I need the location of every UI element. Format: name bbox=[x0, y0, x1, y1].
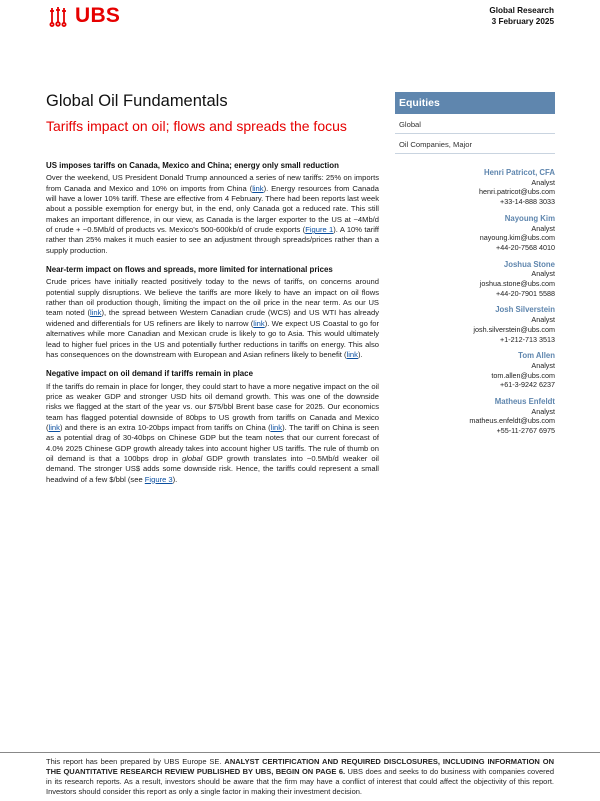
inline-link[interactable]: link bbox=[90, 308, 102, 318]
series-label: Global Research bbox=[489, 6, 554, 15]
analyst-name: Matheus Enfeldt bbox=[494, 397, 555, 407]
inline-link[interactable]: link bbox=[253, 318, 265, 328]
section-paragraph bbox=[46, 173, 379, 256]
inline-link[interactable]: Figure 1 bbox=[305, 225, 334, 235]
section-paragraph bbox=[46, 382, 379, 485]
section-paragraph bbox=[46, 277, 379, 360]
disclosure-bold: ANALYST CERTIFICATION AND REQUIRED DISCLOSURES, INCLUDING INFORMATION ON THE QUANTITATIVE RESEARCH REVIEW PUBLISHED BY UBS, BEGIN ON PAGE 6. bbox=[46, 757, 554, 776]
disclosure-text bbox=[46, 757, 554, 797]
inline-link[interactable]: link bbox=[270, 422, 283, 432]
analyst-phone: +61-3-9242 6237 bbox=[500, 380, 555, 390]
analyst-phone: +33-14-888 3033 bbox=[500, 197, 555, 207]
analyst-role: Analyst bbox=[531, 315, 555, 325]
main-body bbox=[46, 161, 379, 494]
disclosure-intro: This report has been prepared by UBS Europe SE. bbox=[46, 757, 225, 766]
analyst-card bbox=[395, 351, 555, 390]
analyst-name: Josh Silverstein bbox=[495, 305, 555, 315]
analyst-email[interactable]: henri.patricot@ubs.com bbox=[478, 187, 555, 197]
analyst-role: Analyst bbox=[531, 177, 555, 187]
paragraph-text: If the tariffs do remain in place for longer, they could start to have a more negative impact on the oil price as weaker GDP and stronger USD hits oil demand growth. This was one of the downside risks we flagged at the start of the year vs. our $75/bbl Brent base case for 2025. Our economics team has flagged potential downside of 80bps to US growth from tariffs on Canada and Mexico ( bbox=[46, 381, 379, 432]
analyst-name: Tom Allen bbox=[518, 351, 555, 361]
section-heading: US imposes tariffs on Canada, Mexico and China; energy only small reduction bbox=[46, 161, 339, 170]
analyst-card bbox=[395, 260, 555, 299]
disclosure-footer bbox=[0, 752, 600, 801]
report-date: 3 February 2025 bbox=[491, 17, 554, 26]
paragraph-text: Crude prices have initially reacted positively today to the news of tariffs, on concerns around potential supply disruptions. We believe the tariffs are more likely to have an impact on oil flows rather than oil production though, limiting the impact on the oil price in the near term. As our US team noted ( bbox=[46, 277, 379, 318]
analyst-email[interactable]: josh.silverstein@ubs.com bbox=[473, 324, 555, 334]
analyst-phone: +44-20-7901 5588 bbox=[496, 288, 555, 298]
analyst-email[interactable]: matheus.enfeldt@ubs.com bbox=[469, 416, 555, 426]
section-heading: Near-term impact on flows and spreads, more limited for international prices bbox=[46, 265, 333, 275]
paragraph-text: ). bbox=[172, 474, 178, 484]
analyst-email[interactable]: tom.allen@ubs.com bbox=[491, 370, 555, 380]
analyst-card bbox=[395, 214, 555, 253]
section-heading: Negative impact on oil demand if tariffs remain in place bbox=[46, 369, 253, 379]
paragraph-text: ). Energy resources from Canada will have a lower 10% tariff. These are effective from 4 February. There had been reports last week about a possible exemption for energy but, in the end, only Canada got a reduced rate. This still makes an important difference, in our view, as Canada is the larger exporter to the US at ~4Mb/d of crude + ~0.5Mb/d of products vs. Mexico's 500-600kb/d of crude exports ( bbox=[46, 183, 379, 235]
paragraph-text: ). A 10% tariff rather than 25% makes it much easier to see an adjustment through spreads/prices rather than a supply production. bbox=[46, 225, 379, 255]
paragraph-text: global bbox=[182, 453, 203, 463]
analyst-card bbox=[395, 168, 555, 207]
sector-label: Oil Companies, Major bbox=[395, 134, 555, 154]
sidebar bbox=[395, 92, 555, 443]
report-meta bbox=[489, 5, 554, 27]
analyst-card bbox=[395, 305, 555, 344]
paragraph-text: ) and there is an extra 10-20bps impact from tariffs on China ( bbox=[59, 422, 271, 432]
analyst-phone: +55-11-2767 6975 bbox=[496, 426, 555, 436]
analyst-email[interactable]: joshua.stone@ubs.com bbox=[479, 279, 555, 289]
region-label: Global bbox=[395, 114, 555, 134]
analyst-card bbox=[395, 397, 555, 436]
analyst-role: Analyst bbox=[531, 406, 555, 416]
analyst-list bbox=[395, 168, 555, 436]
section-badge: Equities bbox=[395, 92, 555, 114]
paragraph-text: Over the weekend, US President Donald Trump announced a series of new tariffs: 25% on imports from Canada and Mexico and 10% on imports from China ( bbox=[46, 173, 379, 193]
page-title: Global Oil Fundamentals bbox=[46, 92, 228, 110]
inline-link[interactable]: link bbox=[346, 349, 358, 359]
paragraph-text: ). The tariff on China is seen as a potential drag of 30-40bps on Chinese GDP but the team notes that our current forecast of 4.0% 2025 Chinese GDP growth already takes into account higher US tariffs. The rule of thumb on oil demand is that a 100bps drop in bbox=[46, 422, 379, 463]
analyst-phone: +1-212-713 3513 bbox=[500, 334, 555, 344]
paragraph-text: GDP growth translates into ~0.5Mb/d weaker oil demand. The stronger US$ adds some downside risk. Hence, the tariffs could represent a small headwind of a few $/bbl (see bbox=[46, 453, 379, 484]
inline-link[interactable]: link bbox=[48, 422, 60, 432]
analyst-role: Analyst bbox=[531, 269, 555, 279]
inline-link[interactable]: Figure 3 bbox=[144, 474, 173, 484]
analyst-name: Joshua Stone bbox=[503, 259, 555, 269]
inline-link[interactable]: link bbox=[252, 183, 264, 193]
ubs-logo bbox=[46, 4, 120, 28]
analyst-phone: +44-20-7568 4010 bbox=[496, 242, 555, 252]
analyst-role: Analyst bbox=[531, 360, 555, 370]
analyst-name: Henri Patricot, CFA bbox=[483, 168, 555, 177]
page-subtitle: Tariffs impact on oil; flows and spreads the focus bbox=[46, 118, 347, 134]
analyst-role: Analyst bbox=[531, 223, 555, 233]
keys-icon bbox=[46, 5, 70, 27]
paragraph-text: ). We expect US Coastal to go for alternatives while more Canadian and Mexican crude is likely to go to Asia. This would ultimately lead to higher fuel prices in the US and potentially further reductions in tariffs on energy. This also has consequences on the downstream with European and Asian refiners likely to benefit ( bbox=[46, 318, 379, 359]
disclosure-rest: UBS does and seeks to do business with companies covered in its research reports. As a result, investors should be aware that the firm may have a conflict of interest that could affect the objectivity of this report. Investors should consider this report as only a single factor in making their investment decision. bbox=[46, 767, 554, 796]
analyst-name: Nayoung Kim bbox=[504, 213, 555, 223]
paragraph-text: ), the spread between Western Canadian crude (WCS) and US WTI has already widened and differentials for US refiners are likely to narrow ( bbox=[46, 308, 380, 328]
brand-wordmark: UBS bbox=[75, 4, 121, 27]
paragraph-text: ). bbox=[357, 349, 363, 359]
analyst-email[interactable]: nayoung.kim@ubs.com bbox=[479, 233, 555, 243]
